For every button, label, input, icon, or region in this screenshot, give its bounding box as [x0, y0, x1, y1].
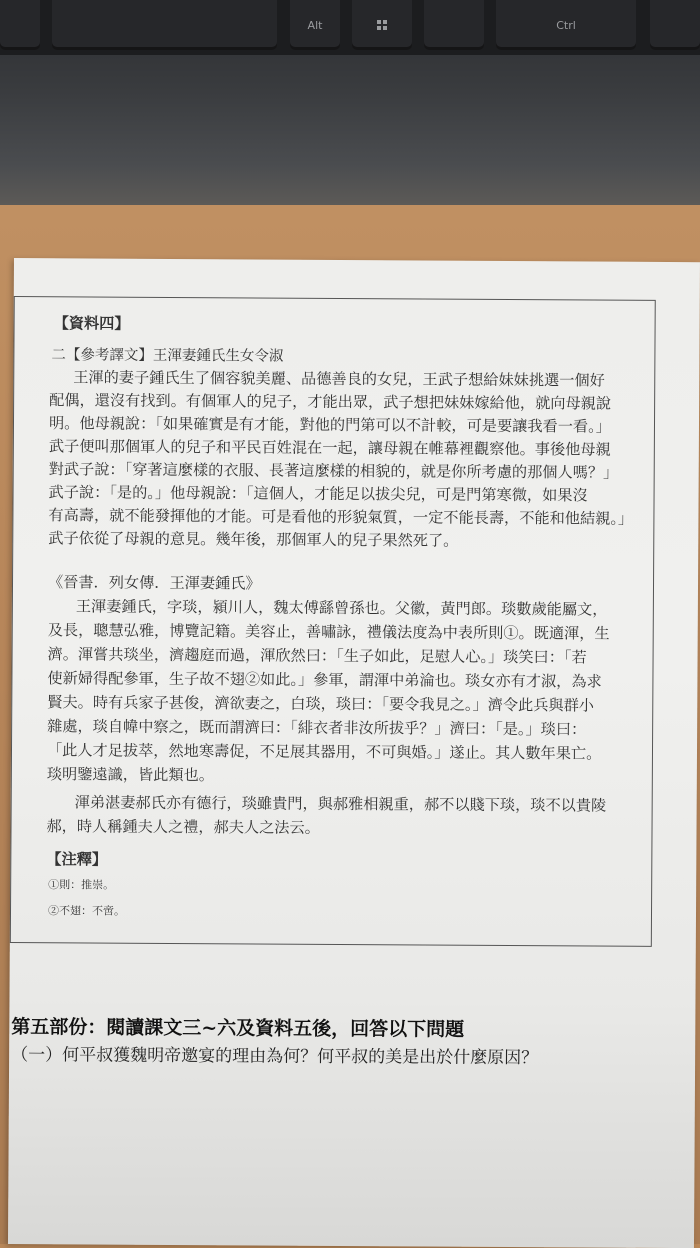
keyboard-key: [650, 0, 700, 50]
alt-key-label: Alt: [307, 18, 323, 32]
translation-line: 武子便叫那個軍人的兒子和平民百姓混在一起，讓母親在帷幕裡觀察他。事後他母親: [48, 437, 611, 459]
part-five-heading: 第五部份：閱讀課文三~六及資料五後，回答以下問題: [11, 1015, 465, 1041]
notes-label: 【注釋】: [46, 850, 108, 869]
keyboard-key: [0, 0, 40, 50]
worksheet-paper: [8, 258, 700, 1248]
classical-line: 賢夫。時有兵家子甚俊，濟欲妻之，白琰，琰曰：「要令我見之。」濟令此兵與群小: [47, 693, 595, 715]
question-one: （一）何平叔獲魏明帝邀宴的理由為何？何平叔的美是出於什麼原因？: [11, 1044, 539, 1069]
classical-line: 「此人才足拔萃，然地寒壽促，不足展其器用，不可與婚。」遂止。其人數年果亡。: [46, 741, 602, 763]
note-item: ①則：推崇。: [48, 878, 115, 892]
keyboard: [0, 0, 700, 208]
ctrl-key: [496, 0, 636, 50]
classical-line: 使新婦得配參軍，生子故不翅②如此。」參軍，謂渾中弟淪也。琰女亦有才淑，為求: [47, 669, 602, 691]
source-title: 《晉書．列女傳．王渾妻鍾氏》: [47, 573, 261, 593]
classical-line: 雜處，琰自幃中察之，既而謂濟曰：「緋衣者非汝所拔乎？」濟曰：「是。」琰曰：: [47, 717, 587, 739]
space-key: [52, 0, 277, 50]
classical-line: 及長，聰慧弘雅，博覽記籍。美容止，善嘯詠，禮儀法度為中表所則①。既適渾，生: [47, 621, 610, 643]
translation-line: 武子說：「是的。」他母親說：「這個人，才能足以拔尖兒，可是門第寒微，如果沒: [48, 483, 588, 505]
windows-key: [352, 0, 412, 50]
translation-line: 配偶，還沒有找到。有個軍人的兒子，才能出眾，武子想把妹妹嫁給他，就向母親說: [49, 391, 612, 413]
note-item: ②不翅：不啻。: [47, 904, 126, 918]
reference-translation-title: 二【參考譯文】王渾妻鍾氏生女令淑: [51, 347, 284, 365]
keyboard-key-row: [0, 0, 700, 55]
section-label: 【資料四】: [53, 314, 130, 333]
windows-icon: [377, 20, 387, 30]
translation-line: 武子依從了母親的意見。幾年後，那個軍人的兒子果然死了。: [48, 529, 459, 550]
keyboard-key: [424, 0, 484, 50]
ctrl-key-label: Ctrl: [556, 18, 576, 32]
classical-line: 王渾妻鍾氏，字琰，潁川人，魏太傅繇曾孫也。父徽，黃門郎。琰數歲能屬文，: [75, 597, 608, 619]
translation-line: 王渾的妻子鍾氏生了個容貌美麗、品德善良的女兒，王武子想給妹妹挑選一個好: [73, 368, 605, 390]
classical-line: 濟。渾嘗共琰坐，濟趨庭而過，渾欣然曰：「生子如此，足慰人心。」琰笑曰：「若: [47, 645, 587, 667]
translation-line: 有高壽，就不能發揮他的才能。可是看他的形貌氣質，一定不能長壽，不能和他結親。」: [48, 506, 634, 528]
translation-line: 明。他母親說：「如果確實是有才能，對他的門第可以不計較，可是要讓我看一看。」: [48, 414, 611, 436]
alt-key: [290, 0, 340, 50]
classical-line: 郝，時人稱鍾夫人之禮，郝夫人之法云。: [46, 817, 320, 837]
classical-line: 琰明鑒遠識，皆此類也。: [46, 765, 214, 785]
classical-line: 渾弟湛妻郝氏亦有德行，琰雖貴門，與郝雅相親重，郝不以賤下琰，琰不以貴陵: [74, 793, 607, 815]
translation-line: 對武子說：「穿著這麼樣的衣服、長著這麼樣的相貌的，就是你所考慮的那個人嗎？」: [48, 460, 619, 482]
